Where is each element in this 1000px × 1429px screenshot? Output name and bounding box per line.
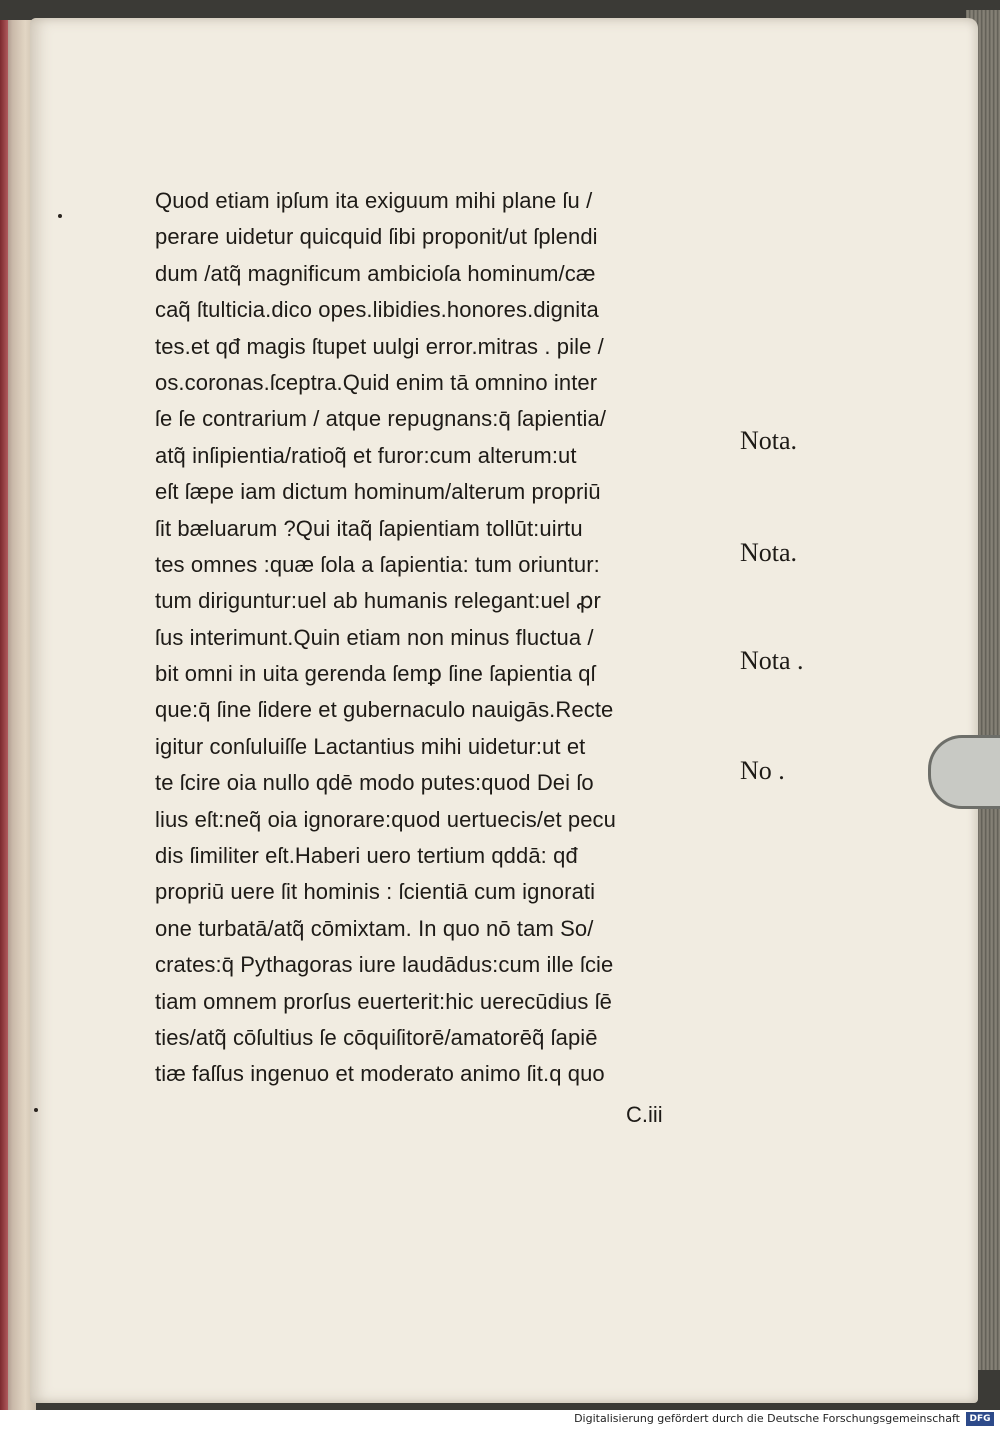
- text-line: propriū uere ſit hominis : ſcientiā cum ignorati: [155, 879, 596, 905]
- text-line: dis ſimiliter eſt.Haberi uero tertium qddā: qđ: [155, 843, 578, 869]
- text-line: tum diriguntur:uel ab humanis relegant:uel ꝓr: [155, 588, 601, 614]
- text-line: ſus interimunt.Quin etiam non minus fluctua /: [155, 624, 594, 650]
- text-line: tes.et qđ magis ſtupet uulgi error.mitras . pile /: [155, 333, 604, 359]
- text-line: crates:q̄ Pythagoras iure laudādus:cum ille ſcie: [155, 952, 614, 978]
- text-line: tiæ faſſus ingenuo et moderato animo ſit.q quo: [155, 1061, 605, 1087]
- marginal-note: Nota.: [740, 538, 798, 567]
- ink-speck: [34, 1108, 38, 1112]
- text-line: Quod etiam ipſum ita exiguum mihi plane ſu /: [155, 188, 593, 213]
- marginal-note: No .: [740, 756, 785, 785]
- main-text-block: [155, 183, 730, 1093]
- text-line: caq̃ ſtulticia.dico opes.libidies.honores.dignita: [155, 297, 599, 323]
- text-line: bit omni in uita gerenda ſemꝑ ſine ſapientia qſ: [155, 661, 596, 687]
- dfg-logo: DFG: [966, 1412, 994, 1426]
- text-line: igitur conſuluiſſe Lactantius mihi uidetur:ut et: [155, 733, 586, 759]
- text-line: tes omnes :quæ ſola a ſapientia: tum oriuntur:: [155, 551, 600, 577]
- signature-mark: C.iii: [626, 1102, 663, 1127]
- marginal-note: Nota .: [740, 646, 804, 675]
- text-line: one turbatā/atq̃ cōmixtam. In quo nō tam So/: [155, 915, 594, 941]
- book-page: [30, 18, 978, 1403]
- text-line: perare uidetur quicquid ſibi proponit/ut ſplendi: [155, 224, 598, 250]
- text-line: dum /atq̃ magnificum ambicioſa hominum/cæ: [155, 260, 596, 286]
- text-line: eſt ſæpe iam dictum hominum/alterum propriū: [155, 479, 601, 505]
- text-line: que:q̄ ſine ſidere et gubernaculo nauigās.Recte: [155, 697, 614, 723]
- funding-credit: Digitalisierung gefördert durch die Deutsche Forschungsgemeinschaft: [574, 1412, 960, 1425]
- text-line: os.coronas.ſceptra.Quid enim tā omnino inter: [155, 369, 598, 395]
- text-line: ſe ſe contrarium / atque repugnans:q̄ ſapientia/: [155, 406, 607, 432]
- text-line: ſit bæluarum ?Qui itaq̃ ſapientiam tollūt:uirtu: [155, 515, 583, 541]
- marginal-note: Nota.: [740, 426, 798, 455]
- page-clip: [928, 735, 1000, 809]
- ink-speck: [58, 214, 62, 218]
- text-line: tiam omnem prorſus euerterit:hic uerecūdius ſē: [155, 988, 613, 1014]
- text-line: lius eſt:neq̃ oia ignorare:quod uertuecis/et pecu: [155, 806, 616, 832]
- text-line: te ſcire oia nullo qdē modo putes:quod Dei ſo: [155, 770, 594, 796]
- text-line: atq̃ inſipientia/ratioq̃ et furor:cum alterum:ut: [155, 442, 577, 468]
- previous-leaf-text-fragment: [6, 190, 30, 1150]
- text-line: ties/atq̃ cōſultius ſe cōquiſitorē/amatorēq̃ ſapiē: [155, 1024, 598, 1050]
- footer-bar: [0, 1410, 1000, 1429]
